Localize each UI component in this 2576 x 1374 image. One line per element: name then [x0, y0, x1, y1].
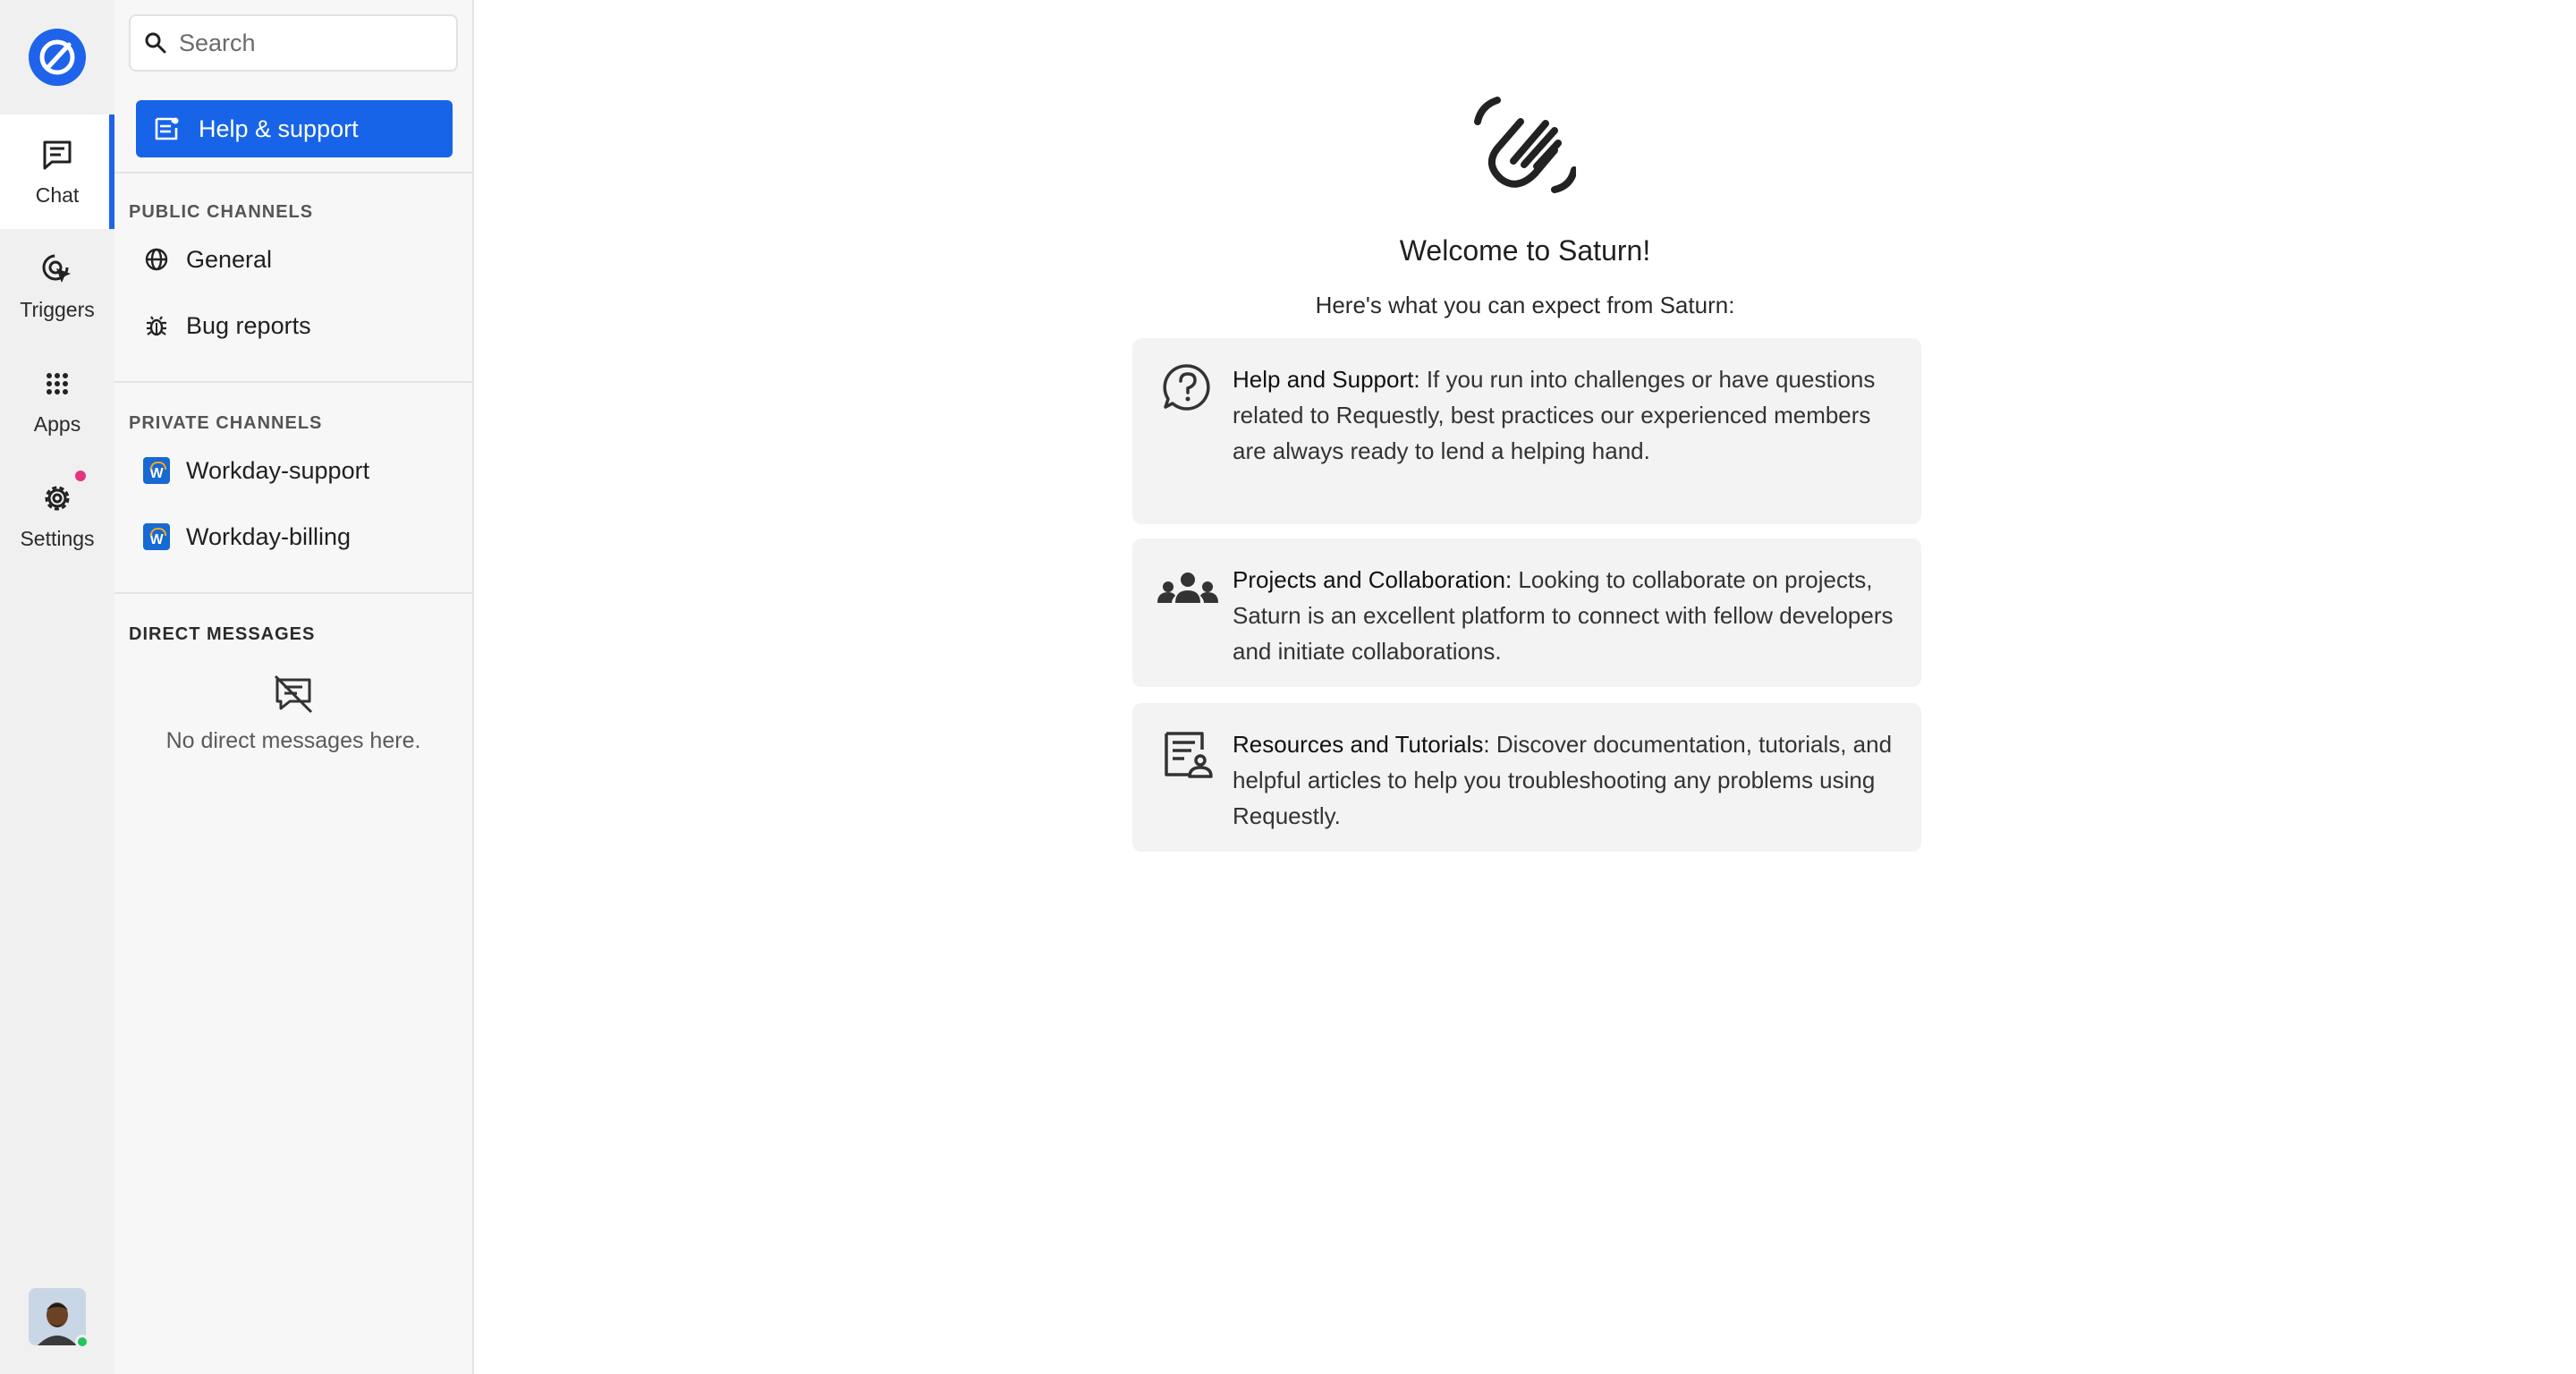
channel-item-bug-reports[interactable]: [129, 297, 458, 354]
channel-item-workday-billing[interactable]: [129, 508, 458, 565]
divider: [114, 381, 472, 383]
rail-label-triggers: Triggers: [20, 297, 95, 321]
feature-card-resources: [1132, 703, 1921, 852]
help-support-label: Help & support: [199, 114, 359, 142]
feature-card-heading: Projects and Collaboration:: [1233, 566, 1513, 593]
search-icon: [143, 30, 168, 55]
group-icon: [1157, 565, 1218, 617]
channel-item-workday-support[interactable]: [129, 442, 458, 499]
rail-item-chat[interactable]: [0, 114, 114, 229]
divider: [114, 172, 472, 174]
notification-dot: [75, 471, 86, 481]
user-avatar[interactable]: [29, 1288, 86, 1345]
private-channels-heading: PRIVATE CHANNELS: [129, 413, 323, 433]
public-channels-heading: PUBLIC CHANNELS: [129, 202, 314, 222]
help-circle-icon: [1161, 361, 1213, 413]
channel-item-general[interactable]: [129, 231, 458, 288]
feature-card-text: [1233, 361, 1896, 469]
empty-state-text: No direct messages here.: [165, 728, 421, 753]
feature-card-body: If you run into challenges or have questions related to Requestly, best practices our experienced members are always ready to lend a helping hand.: [1233, 366, 1876, 464]
feature-card-text: [1233, 726, 1896, 834]
feature-card-projects: [1132, 539, 1921, 687]
welcome-title: Welcome to Saturn!: [1399, 234, 1651, 267]
gear-icon: [39, 480, 75, 516]
apps-grid-icon: [39, 366, 75, 402]
feature-card-help-support: [1132, 338, 1921, 524]
chat-icon: [39, 137, 75, 173]
bug-icon: [143, 312, 170, 339]
direct-messages-empty-state: [114, 673, 472, 754]
welcome-panel: [474, 0, 2576, 1374]
feature-card-text: [1233, 562, 1896, 669]
rail-item-apps[interactable]: [0, 344, 114, 458]
feature-card-body: Looking to collaborate on projects, Saturn is an excellent platform to connect with fellow developers and initiate collaborations.: [1233, 566, 1894, 665]
workday-icon: W: [143, 523, 170, 550]
divider: [114, 592, 472, 594]
channel-label: General: [186, 245, 273, 273]
help-support-button[interactable]: [136, 100, 453, 157]
waving-hand-icon: [1462, 86, 1576, 200]
presence-indicator: [75, 1335, 89, 1349]
channel-label: Workday-support: [186, 456, 370, 484]
search-input[interactable]: [179, 30, 496, 57]
welcome-subtitle: Here's what you can expect from Saturn:: [1315, 292, 1735, 318]
rail-label-apps: Apps: [33, 411, 81, 436]
trigger-icon: [39, 251, 75, 287]
feature-card-body: Discover documentation, tutorials, and helpful articles to help you troubleshooting any problems using Requestly.: [1233, 731, 1893, 829]
channel-label: Bug reports: [186, 311, 311, 339]
workday-icon: W: [143, 457, 170, 484]
rail-label-chat: Chat: [35, 182, 80, 207]
app-rail: [0, 0, 114, 1374]
rail-label-settings: Settings: [20, 526, 95, 550]
search-box[interactable]: [129, 14, 458, 72]
saturn-logo-icon[interactable]: [29, 29, 86, 86]
direct-messages-heading: DIRECT MESSAGES: [129, 624, 316, 644]
channel-label: Workday-billing: [186, 522, 352, 550]
rail-item-triggers[interactable]: [0, 229, 114, 344]
no-messages-icon: [272, 673, 315, 716]
channel-sidebar: [114, 0, 474, 1374]
globe-icon: [143, 246, 170, 273]
resources-icon: [1161, 728, 1213, 780]
feature-card-heading: Help and Support:: [1233, 366, 1420, 393]
rail-item-settings[interactable]: [0, 458, 114, 572]
help-support-icon: [152, 114, 181, 143]
feature-card-heading: Resources and Tutorials:: [1233, 731, 1490, 758]
